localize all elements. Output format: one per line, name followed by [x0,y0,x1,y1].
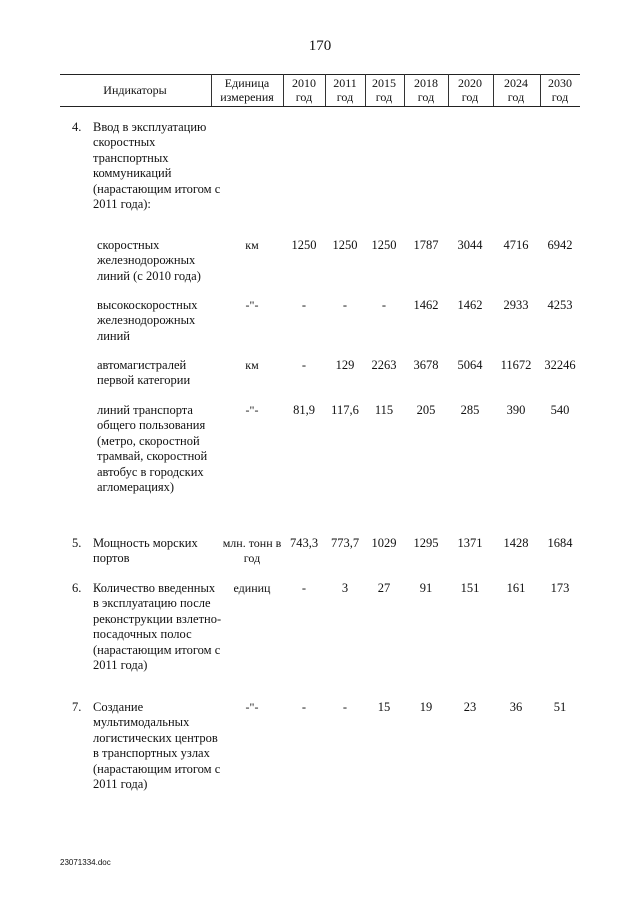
row-unit: км [245,358,259,372]
row-value: - [301,298,307,312]
header-separator [325,74,326,106]
header-year [282,76,326,104]
row-value: 1029 [371,536,397,550]
header-indicators: Индикаторы [103,83,167,97]
row-value: 15 [377,700,391,714]
row-value: 1250 [291,238,317,252]
row-number: 6. [72,581,82,595]
header-separator [493,74,494,106]
row-value: - [342,700,348,714]
row-unit: км [245,238,259,252]
header-unit-line2: измерения [220,90,274,104]
header-year-value: 2030 [548,76,572,90]
row-unit: -"- [245,700,259,714]
row-value: 3 [341,581,349,595]
row-value: 91 [419,581,433,595]
row-value: 3678 [413,358,439,372]
row-unit: -"- [245,298,259,312]
row-value: 743,3 [289,536,319,550]
row-value: 5064 [457,358,483,372]
row-number: 5. [72,536,82,550]
row-value: 1371 [457,536,483,550]
row-value: 4253 [547,298,573,312]
header-bottom-rule [60,106,580,107]
row-value: 773,7 [330,536,360,550]
row-value: 6942 [547,238,573,252]
header-year-suffix: год [336,90,354,104]
row-value: 390 [506,403,526,417]
header-year-suffix: год [417,90,435,104]
row-value: 1250 [332,238,358,252]
row-value: 1250 [371,238,397,252]
header-year-value: 2015 [372,76,396,90]
row-value: 2933 [503,298,529,312]
row-value: 23 [463,700,477,714]
row-unit: -"- [245,403,259,417]
header-year-value: 2011 [333,76,357,90]
row-value: 27 [377,581,391,595]
row-unit: млн. тонн в год [222,536,282,565]
row-value: 4716 [503,238,529,252]
row-indicator-name: скоростных железнодорожных линий (с 2010 года) [97,238,201,283]
header-year [323,76,367,104]
header-year-value: 2020 [458,76,482,90]
header-year-value: 2010 [292,76,316,90]
row-value: 115 [374,403,394,417]
row-value: 1462 [413,298,439,312]
header-separator [448,74,449,106]
row-value: 3044 [457,238,483,252]
row-value: 19 [419,700,433,714]
row-value: - [301,358,307,372]
row-value: - [301,581,307,595]
row-value: 1428 [503,536,529,550]
header-top-rule [60,74,580,75]
row-value: 161 [506,581,526,595]
row-value: 32246 [544,358,576,372]
header-separator [540,74,541,106]
header-year-suffix: год [375,90,393,104]
row-value: 1684 [547,536,573,550]
header-year-suffix: год [461,90,479,104]
header-year-suffix: год [507,90,525,104]
row-value: 1295 [413,536,439,550]
row-indicator-name: высокоскоростных железнодорожных линий [97,298,198,343]
row-indicator-name: Ввод в эксплуатацию скоростных транспортных коммуникаций (нарастающим итогом с 2011 года): [93,120,221,212]
header-unit [212,76,282,104]
header-year-value: 2018 [414,76,438,90]
row-unit: единиц [233,581,271,595]
row-indicator-name: автомагистралей первой категории [97,358,191,388]
row-indicator-name: Мощность морских портов [93,536,198,566]
row-indicator-name: линий транспорта общего пользования (метро, скоростной трамвай, скоростной автобус в городских агломерациях) [97,403,208,495]
row-value: 11672 [500,358,532,372]
row-value: 81,9 [293,403,315,417]
row-value: 285 [460,403,480,417]
row-value: 205 [416,403,436,417]
row-value: 36 [509,700,523,714]
row-value: 129 [335,358,355,372]
footer-filename: 23071334.doc [60,858,111,867]
row-value: - [381,298,387,312]
header-year [494,76,538,104]
header-unit-line1: Единица [224,76,270,90]
page-number: 170 [308,38,332,54]
row-value: 51 [553,700,567,714]
header-year-value: 2024 [504,76,528,90]
header-year [538,76,582,104]
row-number: 4. [72,120,82,134]
row-value: - [342,298,348,312]
row-value: 2263 [371,358,397,372]
header-separator [365,74,366,106]
row-value: 540 [550,403,570,417]
row-value: 1462 [457,298,483,312]
header-year-suffix: год [295,90,313,104]
row-value: - [301,700,307,714]
row-value: 151 [460,581,480,595]
header-year [448,76,492,104]
row-value: 173 [550,581,570,595]
header-year [404,76,448,104]
header-year [362,76,406,104]
header-separator [404,74,405,106]
header-year-suffix: год [551,90,569,104]
row-indicator-name: Создание мультимодальных логистических центров в транспортных узлах (нарастающим итогом с 2011 года) [93,700,221,792]
row-indicator-name: Количество введенных в эксплуатацию после реконструкции взлетно-посадочных полос (нарастающим итогом с 2011 года) [93,581,222,673]
row-value: 117,6 [331,403,359,417]
row-number: 7. [72,700,82,714]
row-value: 1787 [413,238,439,252]
